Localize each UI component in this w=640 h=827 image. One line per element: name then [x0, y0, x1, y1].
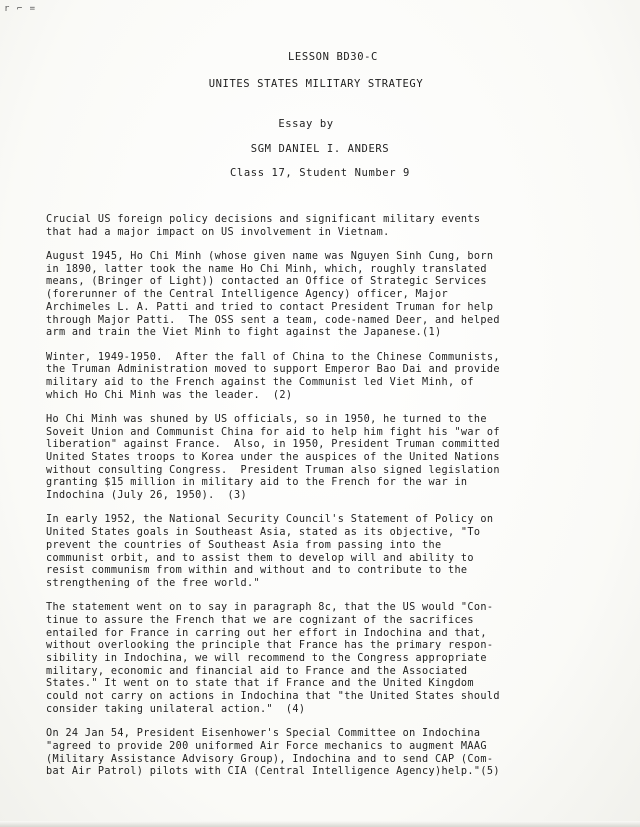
paragraph-line: (Military Assistance Advisory Group), Indochina and to send CAP (Com- [46, 753, 494, 765]
paragraph-line: resist communism from within and without and to contribute to the [46, 565, 468, 577]
paragraph-line: (forerunner of the Central Intelligence Agency) officer, Major [46, 289, 448, 301]
document-title: UNITES STATES MILITARY STRATEGY [208, 78, 424, 90]
paragraph-line: which Ho Chi Minh was the leader. (2) [46, 389, 293, 401]
paragraph-line: Soveit Union and Communist China for aid to help him fight his "war of [46, 426, 500, 438]
paragraph-line: The statement went on to say in paragraph 8c, that the US would "Con- [46, 602, 494, 614]
paragraph-line: without consulting Congress. President Truman also signed legislation [46, 464, 500, 476]
paragraph-line: August 1945, Ho Chi Minh (whose given name was Nguyen Sinh Cung, born [46, 251, 494, 262]
paragraph-line: consider taking unilateral action." (4) [46, 703, 306, 715]
paragraph-line: liberation" against France. Also, in 1950, President Truman committed [46, 439, 500, 451]
page-bottom-edge [0, 821, 640, 827]
essay-paragraph [46, 602, 606, 716]
lesson-code: LESSON BD30-C [288, 51, 378, 63]
paragraph-line: the Truman Administration moved to support Emperor Bao Dai and provide [46, 364, 500, 376]
author-name: SGM DANIEL I. ANDERS [250, 143, 390, 155]
paragraph-line: that had a major impact on US involvement in Vietnam. [46, 226, 390, 238]
paragraph-line: communist orbit, and to assist them to develop will and ability to [46, 552, 474, 564]
essay-paragraph [46, 728, 606, 779]
paragraph-line: Crucial US foreign policy decisions and significant military events [46, 214, 481, 225]
paragraph-line: means, (Bringer of Light)) contacted an Office of Strategic Services [46, 276, 487, 288]
paragraph-line: arm and train the Viet Minh to fight against the Japanese.(1) [46, 327, 442, 339]
essay-paragraph [46, 414, 606, 503]
essay-paragraph [46, 352, 606, 403]
paragraph-line: military aid to the French against the Communist led Viet Minh, of [46, 376, 474, 388]
paragraph-line: without overlooking the principle that France has the primary respon- [46, 640, 494, 652]
essay-paragraph [46, 251, 606, 340]
paragraph-line: In early 1952, the National Security Council's Statement of Policy on [46, 514, 494, 526]
paragraph-line: strengthening of the free world." [46, 577, 260, 589]
corner-mark: r ⌐ = [4, 4, 37, 14]
paragraph-line: Winter, 1949-1950. After the fall of China to the Chinese Communists, [46, 351, 500, 363]
paragraph-line: through Major Patti. The OSS sent a team, code-named Deer, and helped [46, 314, 500, 326]
paragraph-line: "agreed to provide 200 uniformed Air Force mechanics to augment MAAG [46, 740, 487, 752]
paragraph-line: Indochina (July 26, 1950). (3) [46, 490, 247, 502]
paragraph-line: tinue to assure the French that we are cognizant of the sacrifices [46, 614, 474, 626]
essay-paragraph [46, 214, 606, 239]
paragraph-line: in 1890, latter took the name Ho Chi Minh, which, roughly translated [46, 263, 487, 275]
essay-paragraph [46, 514, 606, 590]
paragraph-line: could not carry on actions in Indochina that "the United States should [46, 691, 500, 703]
paragraph-line: States." It went on to state that if France and the United Kingdom [46, 678, 474, 690]
paragraph-line: military, economic and financial aid to France and the Associated [46, 665, 468, 677]
paragraph-line: sibility in Indochina, we will recommend to the Congress appropriate [46, 653, 487, 665]
paragraph-line: prevent the countries of Southeast Asia from passing into the [46, 539, 442, 551]
class-info: Class 17, Student Number 9 [230, 167, 410, 179]
essay-by-label: Essay by [278, 118, 334, 130]
essay-body [46, 214, 606, 791]
paragraph-line: granting $15 million in military aid to the French for the war in [46, 477, 468, 489]
paragraph-line: Ho Chi Minh was shuned by US officials, so in 1950, he turned to the [46, 413, 487, 425]
paragraph-line: bat Air Patrol) pilots with CIA (Central Intelligence Agency)help."(5) [46, 766, 500, 778]
paragraph-line: Archimeles L. A. Patti and tried to contact President Truman for help [46, 301, 494, 313]
paragraph-line: On 24 Jan 54, President Eisenhower's Special Committee on Indochina [46, 728, 481, 740]
paragraph-line: entailed for France in carring out her effort in Indochina and that, [46, 627, 487, 639]
paragraph-line: United States troops to Korea under the auspices of the United Nations [46, 452, 500, 464]
paragraph-line: United States goals in Southeast Asia, stated as its objective, "To [46, 527, 481, 539]
